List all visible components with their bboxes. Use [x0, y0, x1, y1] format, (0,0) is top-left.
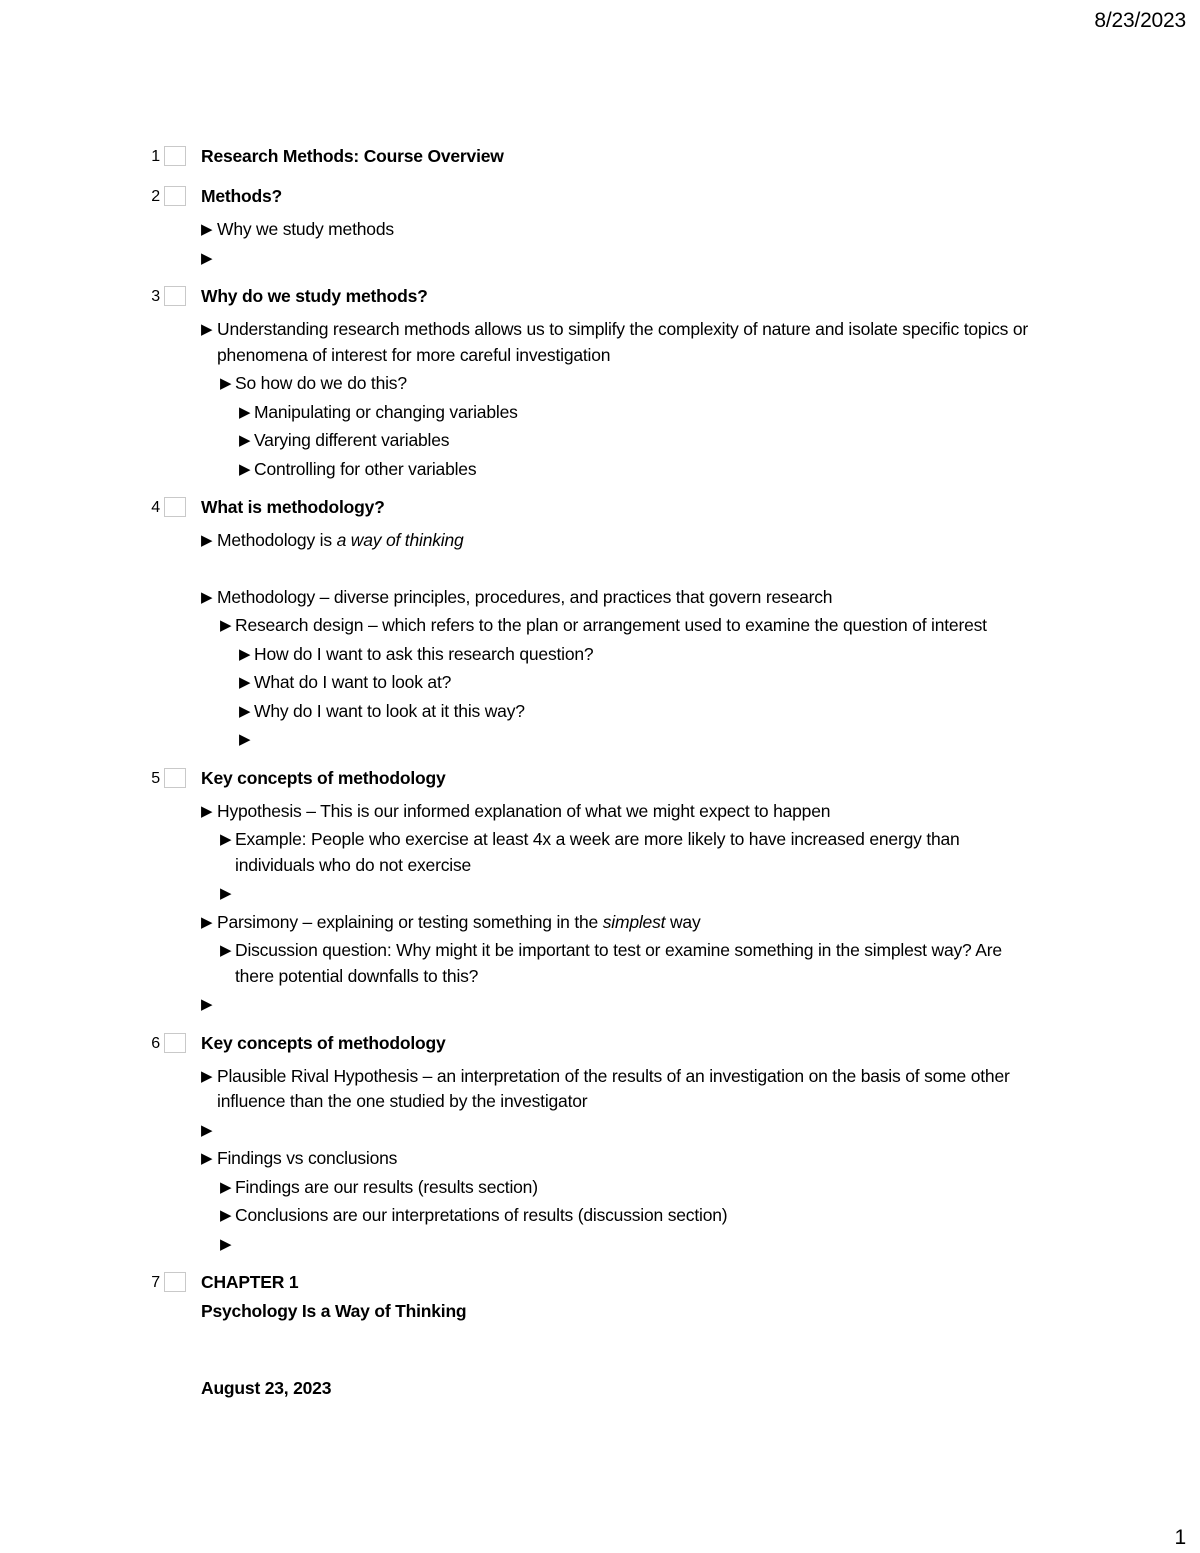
slide-title: Why do we study methods?	[201, 286, 428, 306]
slide-title: What is methodology?	[201, 497, 385, 517]
slide-list	[0, 146, 1200, 1416]
bullet-arrow-icon: ▶	[220, 831, 232, 848]
slide-title: Methods?	[201, 186, 283, 206]
bullet: ▶ Hypothesis – This is our informed explanation of what we might expect to happen	[0, 799, 1200, 825]
slide-number: 1	[151, 148, 160, 165]
bullet-arrow-icon: ▶	[239, 674, 251, 691]
bullet-arrow-icon: ▶	[201, 588, 213, 606]
slide-checkbox[interactable]	[164, 286, 186, 306]
slide-6	[0, 1033, 1200, 1258]
bullet-arrow-icon: ▶	[220, 885, 232, 902]
bullet-list	[0, 1064, 1200, 1258]
bullet: ▶ Controlling for other variables	[0, 457, 1200, 483]
slide-checkbox[interactable]	[164, 768, 186, 788]
bullet-list	[0, 317, 1200, 482]
bullet-arrow-icon: ▶	[220, 942, 232, 959]
slide-number: 7	[151, 1274, 160, 1291]
bullet-arrow-icon: ▶	[201, 996, 213, 1013]
bullet-arrow-icon: ▶	[239, 403, 251, 421]
bullet-arrow-icon: ▶	[201, 1150, 213, 1167]
slide-7	[0, 1272, 1200, 1401]
bullet-list	[0, 217, 1200, 271]
bullet: ▶ Methodology – diverse principles, procedures, and practices that govern research	[0, 585, 1200, 611]
bullet-list	[0, 799, 1200, 1018]
bullet-arrow-icon: ▶	[220, 1207, 232, 1224]
slide-subtitle: Psychology Is a Way of Thinking	[201, 1301, 467, 1321]
bullet-arrow-icon: ▶	[239, 702, 251, 720]
bullet-arrow-icon: ▶	[220, 375, 232, 392]
bullet: ▶ Understanding research methods allows us to simplify the complexity of nature and isolate specific topics or phenomena of interest for more careful investigation	[201, 319, 1029, 365]
bullet-arrow-icon: ▶	[220, 1178, 232, 1196]
bullet-empty	[0, 992, 1200, 1018]
bullet: ▶ Research design – which refers to the plan or arrangement used to examine the question of interest	[0, 613, 1200, 639]
slide-number: 5	[151, 769, 160, 787]
bullet-arrow-icon: ▶	[239, 460, 251, 478]
slide-number: 6	[151, 1034, 160, 1052]
slide-title: Key concepts of methodology	[201, 1032, 446, 1053]
bullet-empty	[0, 727, 1200, 753]
bullet-arrow-icon: ▶	[201, 802, 213, 820]
bullet: ▶ Why we study methods	[0, 217, 1200, 243]
bullet-arrow-icon: ▶	[201, 249, 213, 267]
page-number: 1	[1174, 1526, 1186, 1549]
bullet: ▶ What do I want to look at?	[0, 670, 1200, 696]
slide-2	[0, 186, 1200, 271]
bullet-empty	[0, 881, 1200, 907]
slide-checkbox[interactable]	[164, 186, 186, 206]
slide-5	[0, 768, 1200, 1018]
bullet: ▶ Manipulating or changing variables	[0, 400, 1200, 426]
bullet: ▶ Findings vs conclusions	[0, 1146, 1200, 1172]
slide-date: August 23, 2023	[201, 1378, 332, 1398]
slide-3	[0, 286, 1200, 482]
slide-number: 2	[151, 188, 160, 205]
bullet: ▶ Findings are our results (results section)	[0, 1175, 1200, 1201]
bullet: ▶ Parsimony – explaining or testing something in the simplest way	[0, 910, 1200, 936]
bullet: ▶ Why do I want to look at it this way?	[0, 699, 1200, 725]
bullet-list	[0, 528, 1200, 753]
slide-checkbox[interactable]	[164, 497, 186, 517]
bullet: ▶ Plausible Rival Hypothesis – an interpretation of the results of an investigation on the basis of some other influence than the one studied by the investigator	[201, 1065, 1010, 1111]
bullet-arrow-icon: ▶	[239, 731, 251, 748]
bullet: ▶ Example: People who exercise at least 4x a week are more likely to have increased energy than individuals who do not exercise	[220, 829, 960, 875]
bullet-arrow-icon: ▶	[201, 1121, 213, 1139]
bullet-arrow-icon: ▶	[220, 617, 232, 634]
bullet: ▶ Conclusions are our interpretations of results (discussion section)	[0, 1203, 1200, 1229]
slide-number: 3	[151, 288, 160, 305]
bullet-empty	[0, 1232, 1200, 1258]
bullet-arrow-icon: ▶	[201, 221, 213, 238]
bullet: ▶ Varying different variables	[0, 428, 1200, 454]
print-date: 8/23/2023	[1094, 9, 1186, 32]
slide-checkbox[interactable]	[164, 1272, 186, 1292]
slide-number: 4	[151, 499, 160, 516]
bullet-arrow-icon: ▶	[201, 321, 213, 338]
bullet-arrow-icon: ▶	[201, 1067, 213, 1085]
slide-checkbox[interactable]	[164, 1033, 186, 1053]
bullet-arrow-icon: ▶	[201, 913, 213, 931]
bullet-arrow-icon: ▶	[239, 645, 251, 663]
bullet-empty	[0, 1118, 1200, 1144]
slide-title: CHAPTER 1	[201, 1272, 299, 1292]
bullet-empty	[0, 246, 1200, 272]
slide-title: Key concepts of methodology	[201, 767, 446, 788]
bullet-arrow-icon: ▶	[220, 1235, 232, 1253]
bullet: ▶ Methodology is a way of thinking	[0, 528, 1200, 554]
bullet: ▶ So how do we do this?	[0, 371, 1200, 397]
bullet: ▶ How do I want to ask this research question?	[0, 642, 1200, 668]
slide-checkbox[interactable]	[164, 146, 186, 166]
bullet-arrow-icon: ▶	[201, 532, 213, 549]
slide-4	[0, 497, 1200, 753]
bullet-arrow-icon: ▶	[239, 432, 251, 449]
slide-1	[0, 146, 1200, 171]
bullet: ▶ Discussion question: Why might it be important to test or examine something in the simplest way? Are there potential downfalls to this?	[220, 940, 1002, 986]
slide-title: Research Methods: Course Overview	[201, 146, 504, 166]
